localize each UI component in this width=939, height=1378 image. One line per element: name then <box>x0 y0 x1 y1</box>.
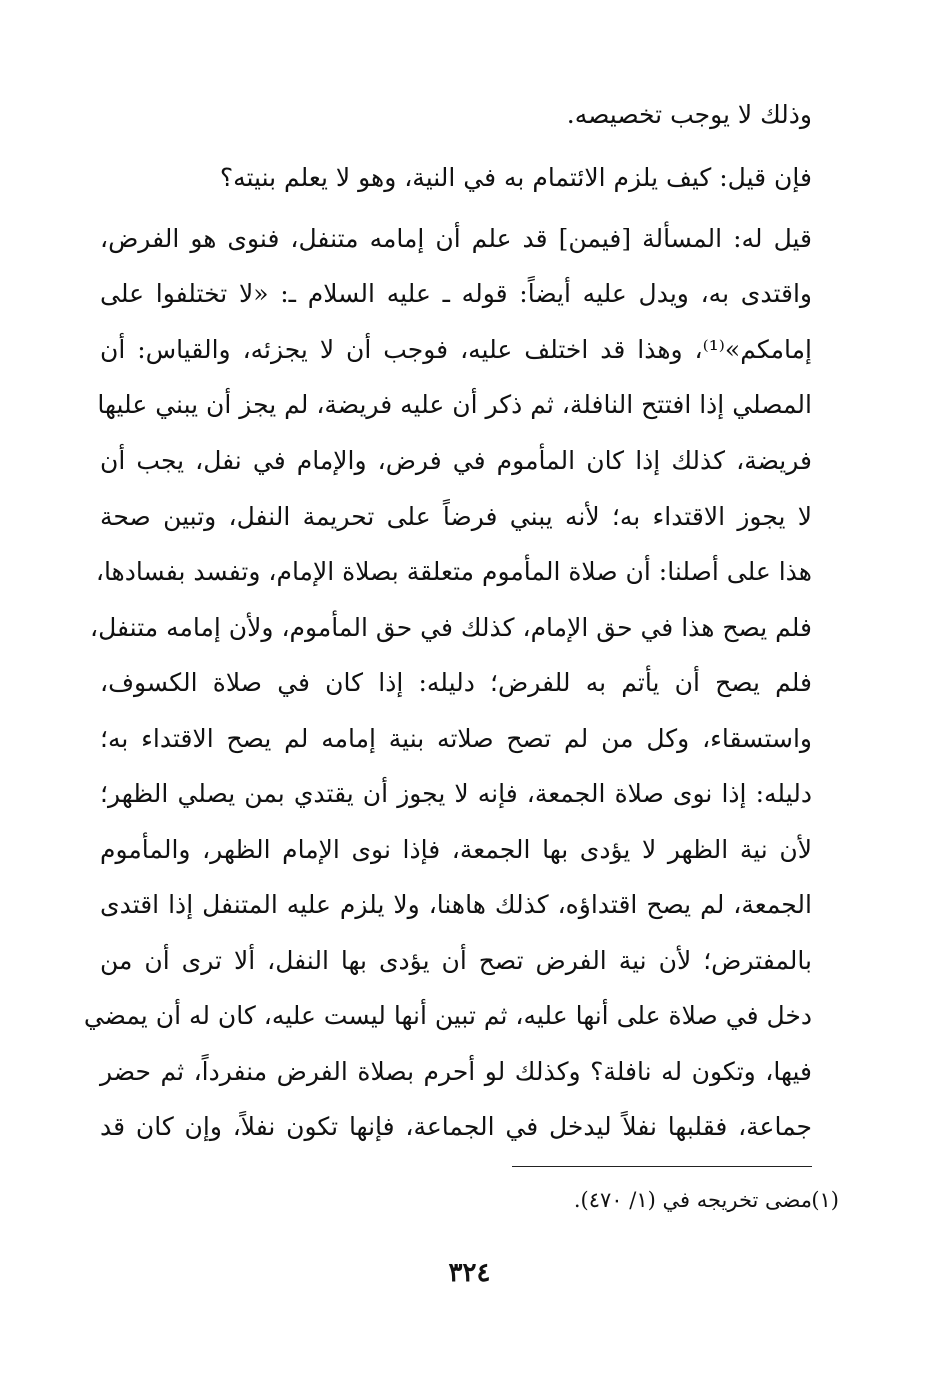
text-line-16: بالمفترض؛ لأن نية الفرض تصح أن يؤدى بها النفل، ألا ترى أن من <box>100 946 812 975</box>
text-line-13: دليله: إذا نوى صلاة الجمعة، فإنه لا يجوز أن يقتدي بمن يصلي الظهر؛ <box>100 779 812 808</box>
text-line-18: فيها، وتكون له نافلة؟ وكذلك لو أحرم بصلاة الفرض منفرداً، ثم حضر <box>100 1057 812 1086</box>
text-line-2: فإن قيل: كيف يلزم الائتمام به في النية، وهو لا يعلم بنيته؟ <box>219 163 812 192</box>
text-line-17: دخل في صلاة على أنها عليه، ثم تبين أنها ليست عليه، كان له أن يمضي <box>83 1001 812 1030</box>
text-line-11: فلم يصح أن يأتم به للفرض؛ دليله: إذا كان في صلاة الكسوف، <box>100 668 812 697</box>
text-line-4: واقتدى به، ويدل عليه أيضاً: قوله ـ عليه السلام ـ: «لا تختلفوا على <box>100 279 812 308</box>
text-line-10: فلم يصح هذا في حق الإمام، كذلك في حق المأموم، ولأن إمامه متنفل، <box>90 613 812 642</box>
text-line-15: الجمعة، لم يصح اقتداؤه، كذلك هاهنا، ولا يلزم عليه المتنفل إذا اقتدى <box>100 890 812 919</box>
footnote-number: (١) <box>811 1188 839 1212</box>
text-line-19: جماعة، فقلبها نفلاً ليدخل في الجماعة، فإنها تكون نفلاً، وإن كان قد <box>100 1112 812 1141</box>
text-line-8: لا يجوز الاقتداء به؛ لأنه يبني فرضاً على تحريمة النفل، وتبين صحة <box>100 502 812 531</box>
footnote-text: مضى تخريجه في (١/ ٤٧٠). <box>573 1188 812 1212</box>
text-line-5: إمامكم»⁽¹⁾، وهذا قد اختلف عليه، فوجب أن لا يجزئه، والقياس: أن <box>100 335 812 364</box>
footnote-divider <box>512 1166 812 1167</box>
text-line-3: قيل له: المسألة [فيمن] قد علم أن إمامه متنفل، فنوى هو الفرض، <box>100 224 812 253</box>
page-number: ٣٢٤ <box>448 1258 491 1288</box>
text-line-7: فريضة، كذلك إذا كان المأموم في فرض، والإمام في نفل، يجب أن <box>100 446 812 475</box>
text-line-6: المصلي إذا افتتح النافلة، ثم ذكر أن عليه فريضة، لم يجز أن يبني عليها <box>97 390 812 419</box>
text-line-1: وذلك لا يوجب تخصيصه. <box>566 100 812 129</box>
text-line-9: هذا على أصلنا: أن صلاة المأموم متعلقة بصلاة الإمام، وتفسد بفسادها، <box>95 557 812 586</box>
text-line-14: لأن نية الظهر لا يؤدى بها الجمعة، فإذا نوى الإمام الظهر، والمأموم <box>100 835 812 864</box>
text-line-12: واستسقاء، وكل من لم تصح صلاته بنية إمامه لم يصح الاقتداء به؛ <box>100 724 812 753</box>
